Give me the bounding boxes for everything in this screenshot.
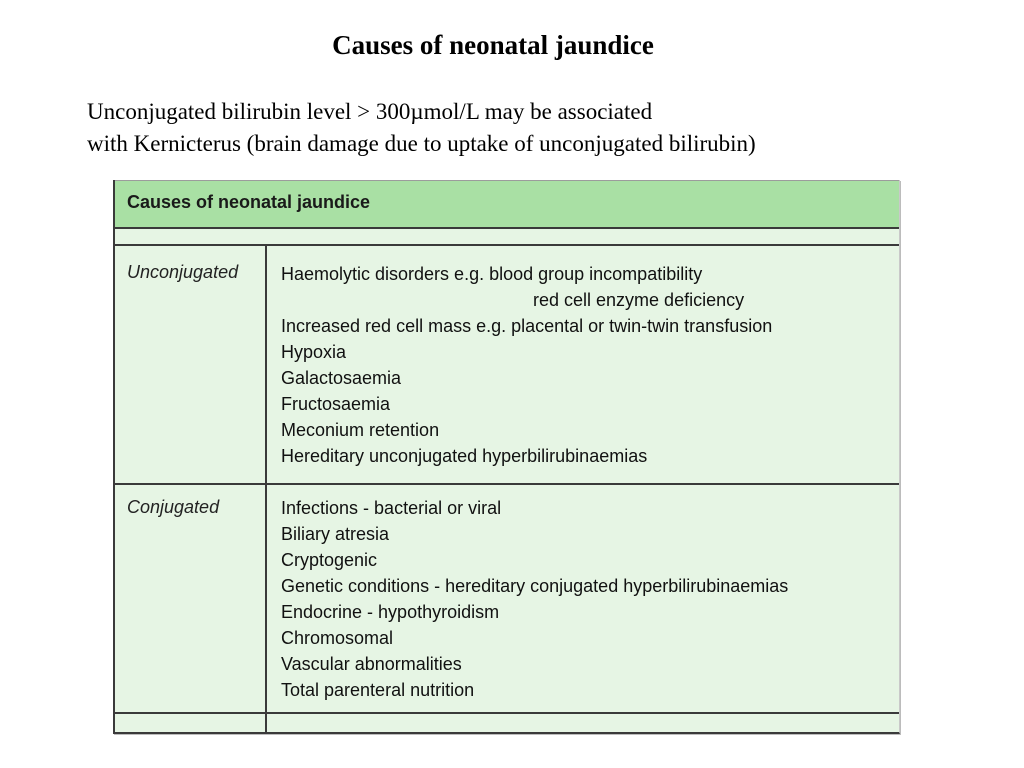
intro-line: Unconjugated bilirubin level > 300µmol/L may be associated [87, 99, 653, 124]
header-spacer-row [115, 228, 899, 246]
list-item: Meconium retention [281, 420, 440, 440]
list-item: Increased red cell mass e.g. placental or twin-twin transfusion [281, 316, 773, 336]
list-item: Fructosaemia [281, 394, 391, 414]
list-item: Galactosaemia [281, 368, 402, 388]
list-item: Genetic conditions - hereditary conjugated hyperbilirubinaemias [281, 576, 789, 596]
unconjugated-cause-list [281, 261, 772, 469]
causes-table [113, 180, 900, 734]
list-item: red cell enzyme deficiency [533, 290, 745, 310]
list-item: Biliary atresia [281, 524, 390, 544]
table-title: Causes of neonatal jaundice [127, 192, 371, 212]
list-item: Vascular abnormalities [281, 654, 462, 674]
list-item: Haemolytic disorders e.g. blood group incompatibility [281, 264, 703, 284]
slide-title: Causes of neonatal jaundice [332, 30, 654, 60]
intro-text [87, 96, 987, 160]
list-item: Chromosomal [281, 628, 394, 648]
column-divider [265, 246, 267, 732]
section-divider [115, 483, 899, 485]
list-item: Total parenteral nutrition [281, 680, 475, 700]
bottom-divider [115, 712, 899, 714]
category-label-conjugated: Conjugated [127, 497, 220, 517]
list-item: Hypoxia [281, 342, 347, 362]
list-item: Cryptogenic [281, 550, 378, 570]
list-item: Hereditary unconjugated hyperbilirubinaemias [281, 446, 648, 466]
category-label-unconjugated: Unconjugated [127, 262, 239, 282]
list-item: Infections - bacterial or viral [281, 498, 502, 518]
table-header [115, 180, 899, 229]
intro-line: with Kernicterus (brain damage due to uptake of unconjugated bilirubin) [87, 131, 756, 156]
conjugated-cause-list [281, 495, 788, 703]
list-item: Endocrine - hypothyroidism [281, 602, 500, 622]
